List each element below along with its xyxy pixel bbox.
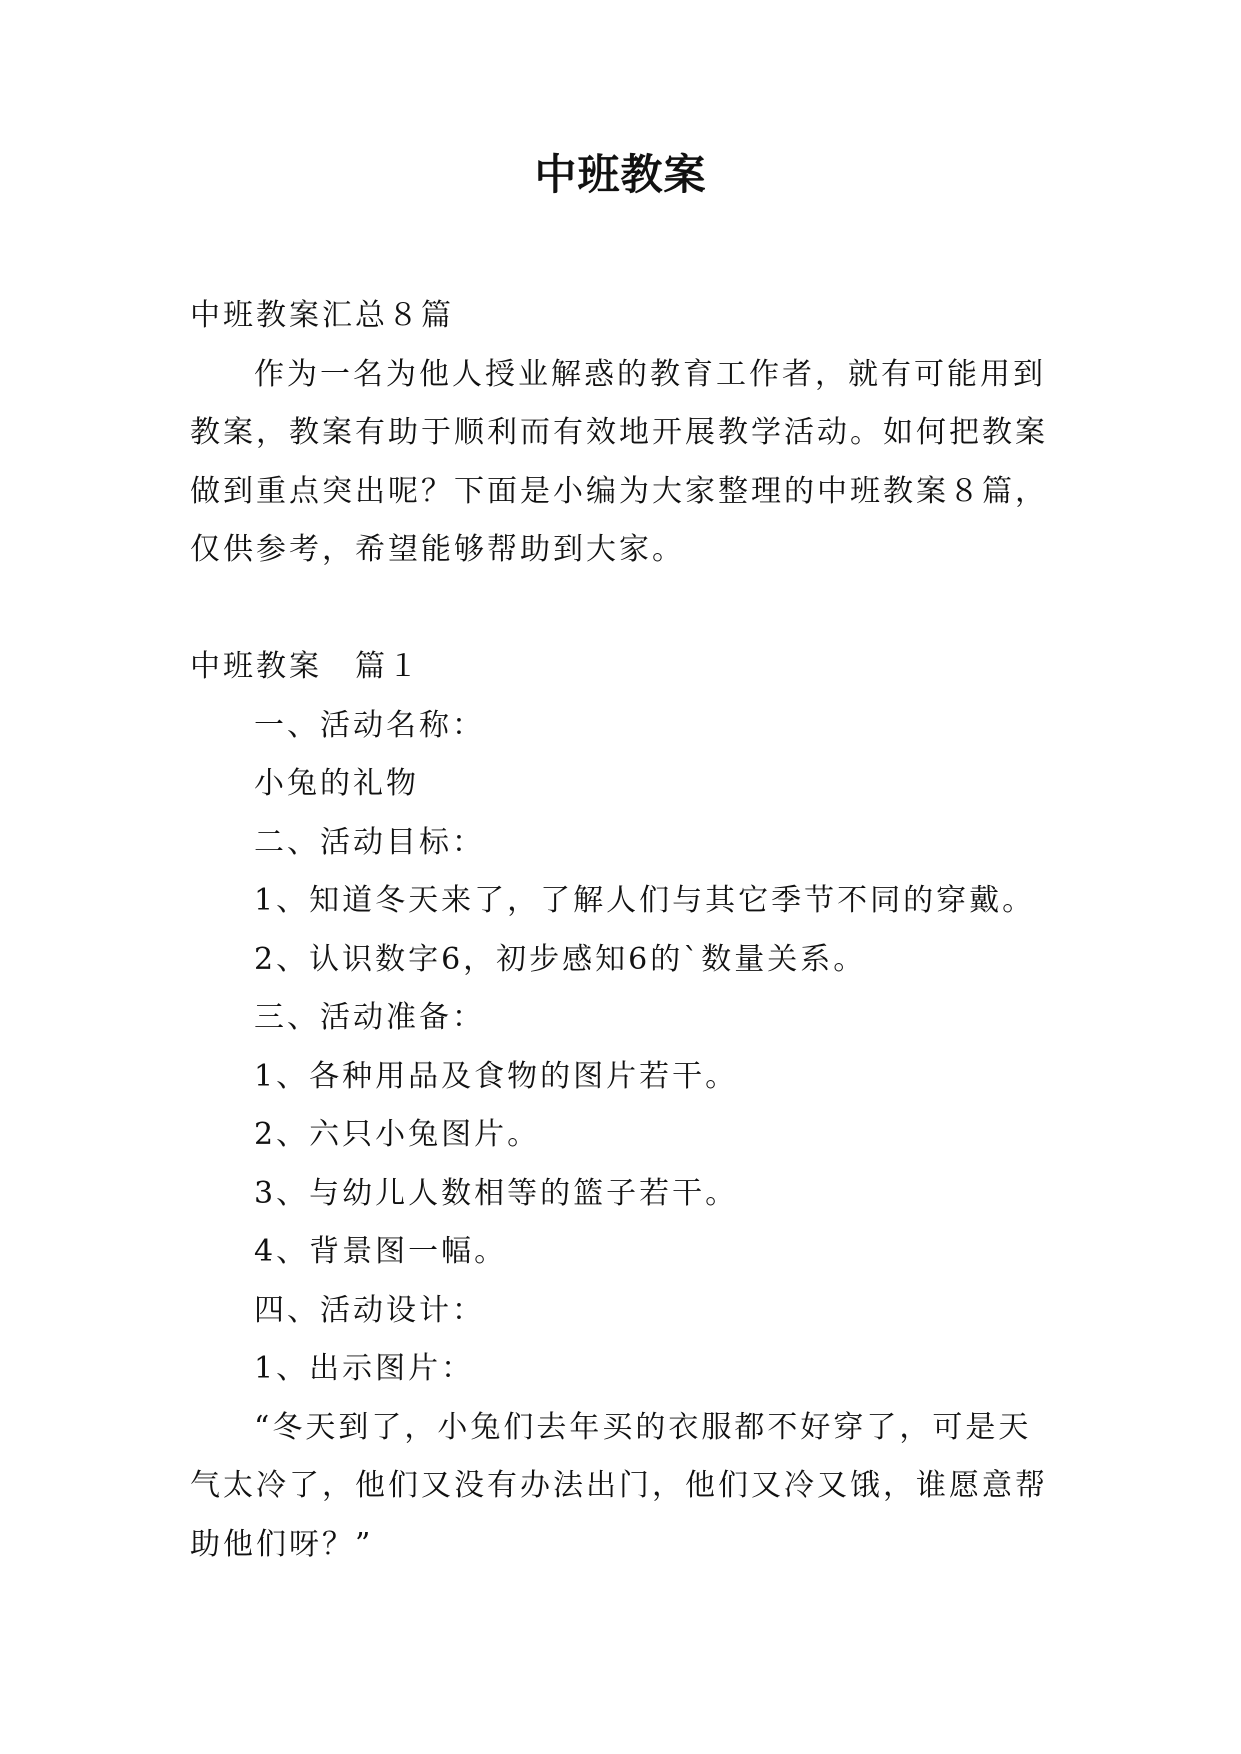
activity-goals-heading: 二、活动目标： <box>254 824 485 860</box>
quote-line: “冬天到了，小兔们去年买的衣服都不好穿了，可是天 <box>254 1409 1032 1445</box>
quote-line: 助他们呀？” <box>190 1526 374 1562</box>
activity-preparation-heading: 三、活动准备： <box>254 1000 485 1035</box>
activity-goal-item: 1、知道冬天来了，了解人们与其它季节不同的穿戴。 <box>254 883 1036 918</box>
activity-design-step: 1、出示图片： <box>254 1351 475 1386</box>
document-subtitle: 中班教案汇总８篇 <box>190 298 454 333</box>
activity-preparation-item: 1、各种用品及食物的图片若干。 <box>254 1058 739 1094</box>
section-heading: 中班教案 篇１ <box>190 649 421 684</box>
intro-line: 教案，教案有助于顺利而有效地开展教学活动。如何把教案 <box>190 415 1048 450</box>
page-title: 中班教案 <box>534 150 707 199</box>
document-body <box>190 287 1060 1574</box>
activity-goal-item: 2、认识数字6，初步感知6的`数量关系。 <box>254 941 867 977</box>
quote-line: 气太冷了，他们又没有办法出门，他们又冷又饿，谁愿意帮 <box>190 1468 1048 1503</box>
intro-line: 仅供参考，希望能够帮助到大家。 <box>190 532 685 567</box>
intro-line: 作为一名为他人授业解惑的教育工作者，就有可能用到 <box>254 356 1046 392</box>
activity-design-heading: 四、活动设计： <box>254 1292 485 1328</box>
activity-preparation-item: 3、与幼儿人数相等的篮子若干。 <box>254 1175 739 1211</box>
activity-preparation-item: 4、背景图一幅。 <box>254 1234 508 1269</box>
activity-preparation-item: 2、六只小兔图片。 <box>254 1117 541 1152</box>
intro-line: 做到重点突出呢？下面是小编为大家整理的中班教案８篇， <box>190 473 1048 509</box>
paragraph-spacer <box>190 580 1060 639</box>
activity-name-heading: 一、活动名称： <box>254 707 485 743</box>
activity-name: 小兔的礼物 <box>254 766 419 801</box>
